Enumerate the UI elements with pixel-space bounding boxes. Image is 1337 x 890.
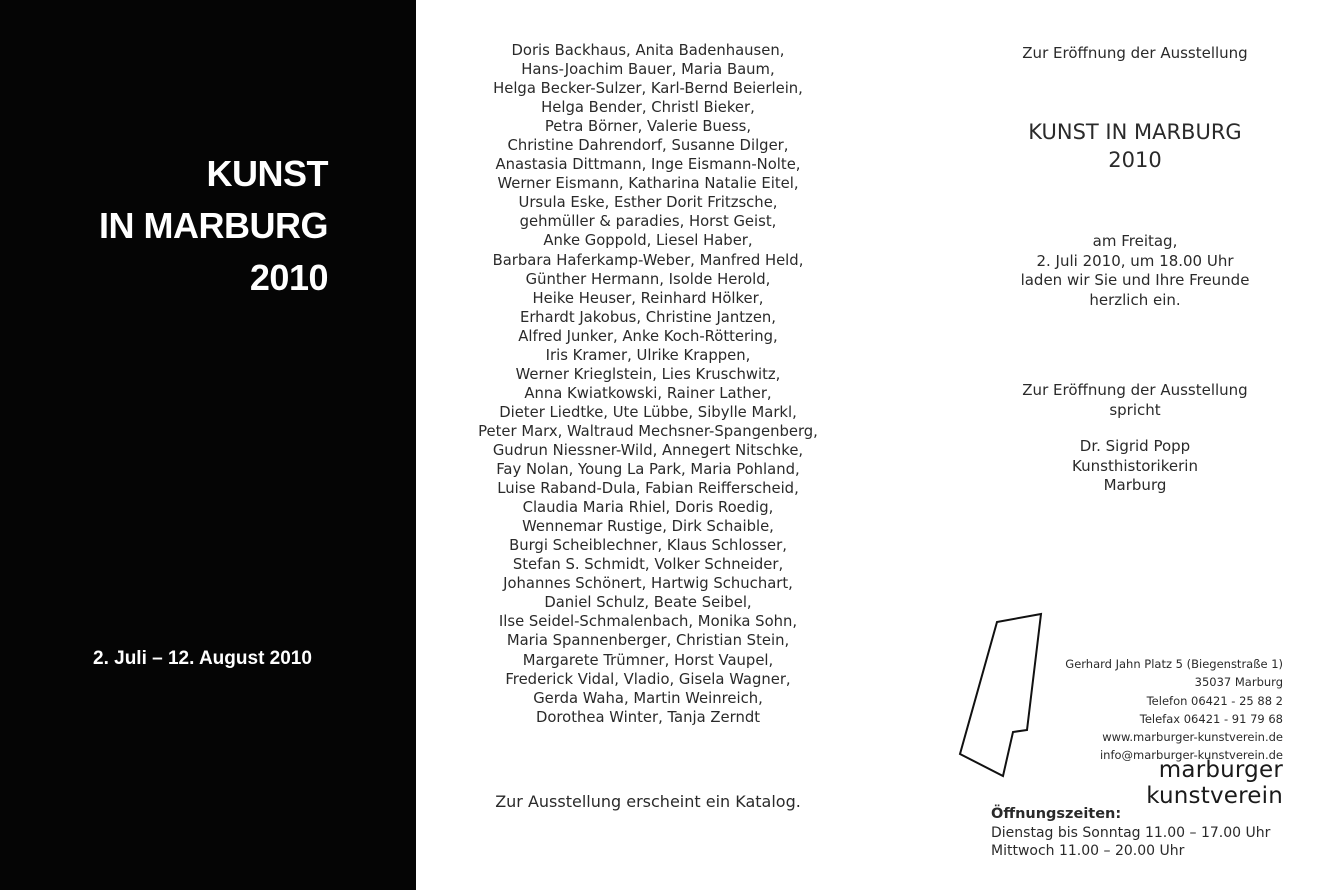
artist-line: Anastasia Dittmann, Inge Eismann-Nolte, bbox=[495, 156, 801, 174]
artist-line: Margarete Trümner, Horst Vaupel, bbox=[522, 651, 774, 669]
artist-line: Iris Kramer, Ulrike Krappen, bbox=[545, 346, 751, 364]
speaker-block bbox=[990, 381, 1280, 496]
artist-line: Gerda Waha, Martin Weinreich, bbox=[533, 689, 763, 707]
artist-line: gehmüller & paradies, Horst Geist, bbox=[519, 213, 777, 231]
speaker-role: Kunsthistorikerin bbox=[1072, 456, 1198, 475]
artist-line: Petra Börner, Valerie Buess, bbox=[544, 118, 752, 136]
artist-list bbox=[438, 41, 858, 727]
artist-line: Maria Spannenberger, Christian Stein, bbox=[506, 632, 790, 650]
contact-block bbox=[1040, 655, 1283, 765]
cover-title-line-2: IN MARBURG bbox=[99, 205, 328, 246]
artist-line: Luise Raband-Dula, Fabian Reifferscheid, bbox=[497, 480, 799, 498]
artist-line: Erhardt Jakobus, Christine Jantzen, bbox=[519, 308, 777, 326]
speaker-city: Marburg bbox=[1103, 476, 1167, 494]
brand-name: marburger kunstverein bbox=[1146, 757, 1283, 809]
artist-line: Doris Backhaus, Anita Badenhausen, bbox=[511, 42, 785, 59]
contact-address: Gerhard Jahn Platz 5 (Biegenstraße 1) bbox=[1065, 657, 1283, 671]
artist-line: Stefan S. Schmidt, Volker Schneider, bbox=[512, 556, 784, 574]
invitation-text-line-2: 2. Juli 2010, um 18.00 Uhr bbox=[1036, 251, 1234, 270]
cover-panel bbox=[0, 0, 416, 890]
artist-line: Helga Bender, Christl Bieker, bbox=[541, 99, 755, 117]
artist-line: Dorothea Winter, Tanja Zerndt bbox=[535, 708, 761, 726]
artist-line: Anke Goppold, Liesel Haber, bbox=[543, 232, 753, 250]
artist-line: Daniel Schulz, Beate Seibel, bbox=[544, 594, 752, 612]
artist-line: Peter Marx, Waltraud Mechsner-Spangenberg, bbox=[478, 422, 818, 440]
contact-city: 35037 Marburg bbox=[1194, 675, 1283, 690]
contact-phone: Telefon 06421 - 25 88 2 bbox=[1146, 693, 1283, 708]
artist-line: Johannes Schönert, Hartwig Schuchart, bbox=[503, 575, 793, 593]
contact-email-link[interactable]: info@marburger-kunstverein.de bbox=[1099, 748, 1283, 763]
speaker-intro-line-2: spricht bbox=[1109, 400, 1161, 419]
artist-line: Anna Kwiatkowski, Rainer Lather, bbox=[524, 384, 772, 402]
invitation-text-line-1: am Freitag, bbox=[1092, 232, 1178, 250]
artist-line: Frederick Vidal, Vladio, Gisela Wagner, bbox=[505, 670, 791, 688]
speaker-intro-line-1: Zur Eröffnung der Ausstellung bbox=[1022, 381, 1248, 399]
artist-line: Claudia Maria Rhiel, Doris Roedig, bbox=[522, 499, 774, 517]
opening-hours-line-1: Dienstag bis Sonntag 11.00 – 17.00 Uhr bbox=[991, 824, 1271, 841]
invitation-title-line-2: 2010 bbox=[1108, 148, 1162, 172]
opening-hours-line-2: Mittwoch 11.00 – 20.00 Uhr bbox=[991, 843, 1185, 859]
artist-line: Christine Dahrendorf, Susanne Dilger, bbox=[507, 137, 789, 155]
invitation-text-line-4: herzlich ein. bbox=[1089, 290, 1181, 309]
catalog-note: Zur Ausstellung erscheint ein Katalog. bbox=[495, 792, 801, 811]
invitation-eyebrow: Zur Eröffnung der Ausstellung bbox=[1022, 44, 1248, 62]
invitation-text-line-3: laden wir Sie und Ihre Freunde bbox=[1020, 271, 1250, 289]
artist-line: Gudrun Niessner-Wild, Annegert Nitschke, bbox=[492, 441, 804, 459]
cover-dates: 2. Juli – 12. August 2010 bbox=[93, 648, 312, 669]
artist-line: Günther Hermann, Isolde Herold, bbox=[525, 270, 771, 288]
artist-line: Hans-Joachim Bauer, Maria Baum, bbox=[521, 61, 775, 79]
artist-line: Werner Krieglstein, Lies Kruschwitz, bbox=[515, 365, 781, 383]
artist-line: Wennemar Rustige, Dirk Schaible, bbox=[522, 518, 774, 536]
artist-line: Ilse Seidel-Schmalenbach, Monika Sohn, bbox=[498, 613, 798, 631]
invitation-title bbox=[990, 118, 1280, 174]
contact-website-link[interactable]: www.marburger-kunstverein.de bbox=[1102, 730, 1283, 745]
cover-title bbox=[99, 148, 328, 304]
artist-line: Ursula Eske, Esther Dorit Fritzsche, bbox=[518, 194, 778, 212]
contact-fax: Telefax 06421 - 91 79 68 bbox=[1139, 711, 1283, 726]
artist-line: Alfred Junker, Anke Koch-Röttering, bbox=[518, 327, 778, 345]
artist-line: Fay Nolan, Young La Park, Maria Pohland, bbox=[496, 461, 800, 479]
speaker-name: Dr. Sigrid Popp bbox=[1079, 437, 1191, 455]
invitation-title-line-1: KUNST IN MARBURG bbox=[1028, 120, 1242, 144]
cover-title-line-1: KUNST bbox=[206, 153, 328, 194]
cover-title-line-3: 2010 bbox=[249, 257, 328, 298]
artist-line: Dieter Liedtke, Ute Lübbe, Sibylle Markl, bbox=[499, 403, 797, 421]
artist-line: Heike Heuser, Reinhard Hölker, bbox=[532, 289, 764, 307]
artist-line: Werner Eismann, Katharina Natalie Eitel, bbox=[497, 175, 799, 193]
artist-line: Burgi Scheiblechner, Klaus Schlosser, bbox=[509, 537, 787, 555]
artist-line: Barbara Haferkamp-Weber, Manfred Held, bbox=[492, 251, 804, 269]
artist-line: Helga Becker-Sulzer, Karl-Bernd Beierlein, bbox=[493, 80, 803, 98]
opening-hours bbox=[991, 805, 1291, 861]
invitation-text bbox=[990, 232, 1280, 310]
opening-hours-title: Öffnungszeiten: bbox=[991, 806, 1122, 822]
